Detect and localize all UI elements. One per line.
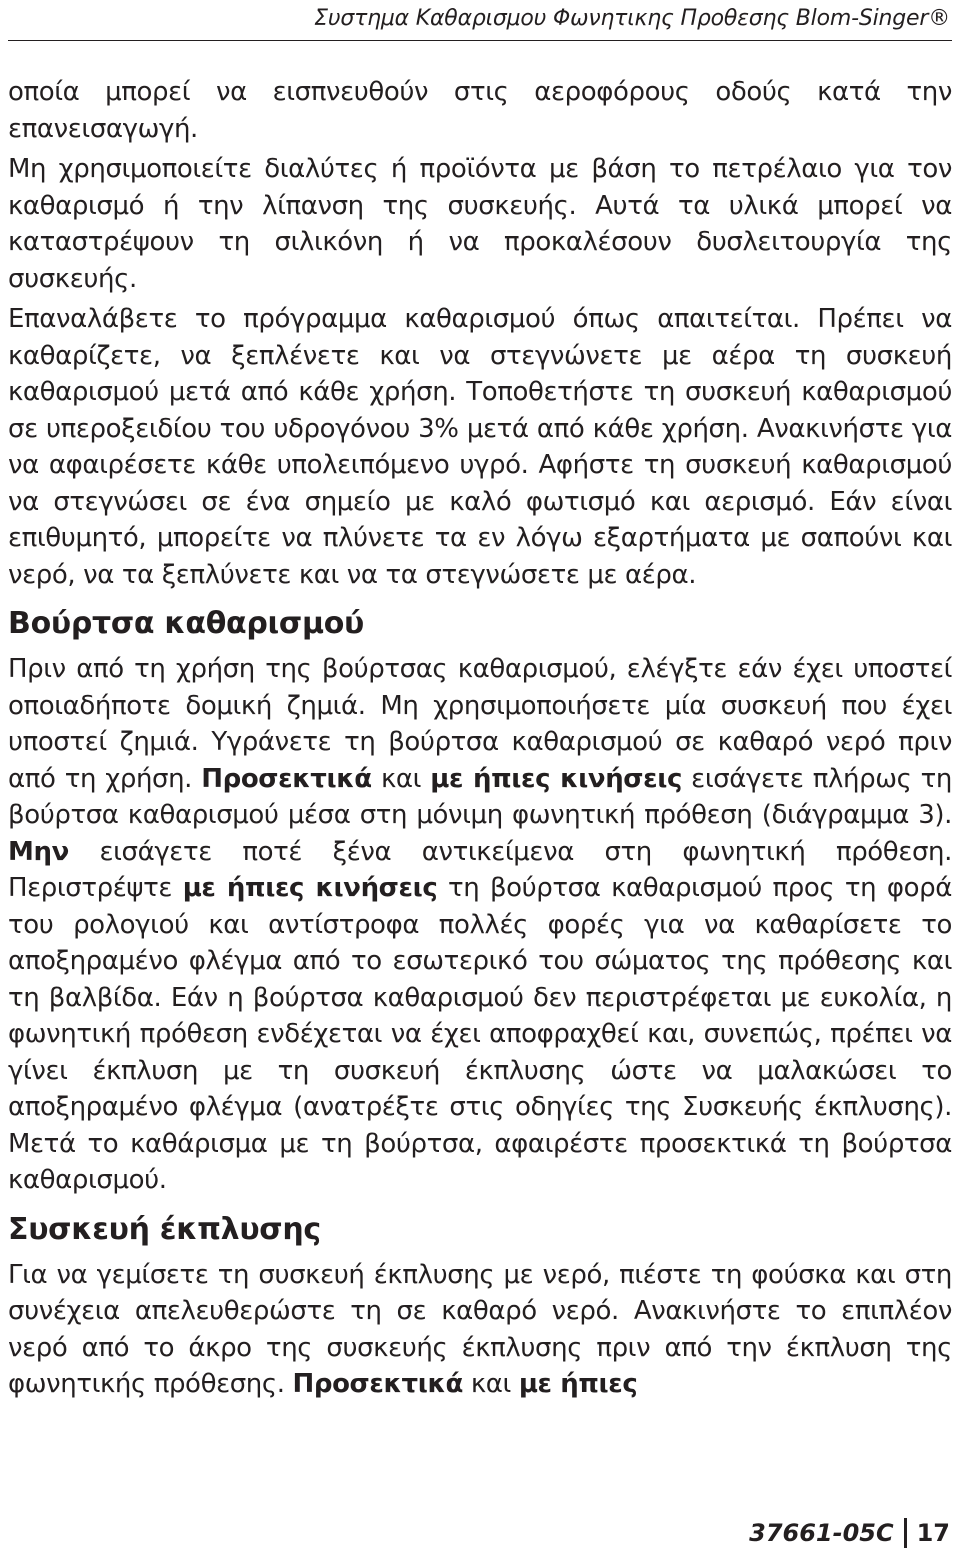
page-number: 17 bbox=[916, 1519, 950, 1547]
paragraph-continuation: οποία μπορεί να εισπνευθούν στις αεροφόρους οδούς κατά την επανεισαγωγή. bbox=[8, 77, 952, 144]
flush-bold-gently: με ήπιες bbox=[518, 1369, 638, 1399]
flush-text-2: και bbox=[470, 1369, 511, 1399]
brush-text-2: και bbox=[380, 763, 422, 794]
paragraph-solvent-warning: Μη χρησιμοποιείτε διαλύτες ή προϊόντα με βάση το πετρέλαιο για τον καθαρισμό ή την λίπανση της συσκευής. Αυτά τα υλικά μπορεί να καταστρέψουν τη σιλικόνη ή να προκαλέσουν δυσλειτουργία της συσκευής. bbox=[8, 154, 952, 294]
section-heading-brush: Βούρτσα καθαρισμού bbox=[8, 606, 364, 641]
page-footer bbox=[749, 1518, 950, 1548]
paragraph-cleaning-program: Επαναλάβετε το πρόγραμμα καθαρισμού όπως απαιτείται. Πρέπει να καθαρίζετε, να ξεπλένετε και να στεγνώνετε με αέρα τη συσκευή καθαρισμού μετά από κάθε χρήση. Τοποθετήστε τη συσκευή καθαρισμού σε υπεροξειδίου του υδρογόνου 3% μετά από κάθε χρήση. Ανακινήστε για να αφαιρέσετε κάθε υπολειπόμενο υγρό. Αφήστε τη συσκευή καθαρισμού να στεγνώσει σε ένα σημείο με καλό φωτισμό και αερισμό. Εάν είναι επιθυμητό, μπορείτε να πλύνετε τα εν λόγω εξαρτήματα με σαπούνι και νερό, να τα ξεπλύνετε και να τα στεγνώσετε με αέρα. bbox=[8, 304, 952, 590]
brush-text-1: Πριν από τη χρήση της βούρτσας καθαρισμού, ελέγξτε εάν έχει υποστεί οποιαδήποτε δομική ζημιά. Μη χρησιμοποιήσετε μία συσκευή που έχει υποστεί ζημιά. Υγράνετε τη βούρτσα καθαρισμού σε καθαρό νερό πριν από τη χρήση. bbox=[8, 654, 952, 794]
paragraph-brush-instructions bbox=[8, 651, 952, 1199]
brush-bold-carefully: Προσεκτικά bbox=[201, 763, 372, 794]
brush-bold-gently: με ήπιες κινήσεις bbox=[430, 763, 682, 794]
flush-text-1: Για να γεμίσετε τη συσκευή έκπλυσης με νερό, πιέστε τη φούσκα και στη συνέχεια απελευθερώστε τη σε καθαρό νερό. Ανακινήστε το επιπλέον νερό από το άκρο της συσκευής έκπλυσης πριν από την έκπλυση της φωνητικής πρόθεσης. bbox=[8, 1259, 952, 1399]
brush-text-4: εισάγετε ποτέ ξένα αντικείμενα στη φωνητική πρόθεση. Περιστρέψτε bbox=[8, 836, 952, 903]
brush-text-3: εισάγετε πλήρως τη βούρτσα καθαρισμού μέσα στη μόνιμη φωνητική πρόθεση (διάγραμμα 3). bbox=[8, 763, 952, 830]
document-code: 37661-05C bbox=[749, 1519, 894, 1547]
brush-bold-never: Μην bbox=[8, 836, 69, 867]
running-header: Συστημα Καθαρισμου Φωνητικης Προθεσης Blom-Singer® bbox=[314, 6, 950, 31]
page-body bbox=[8, 74, 952, 1403]
brush-bold-gently-2: με ήπιες κινήσεις bbox=[182, 873, 438, 903]
brush-text-5: τη βούρτσα καθαρισμού προς τη φορά του ρολογιού και αντίστροφα πολλές φορές για να καθαρίσετε το αποξηραμένο φλέγμα από το εσωτερικό του σώματος της πρόθεσης και τη βαλβίδα. Εάν η βούρτσα καθαρισμού δεν περιστρέφεται με ευκολία, η φωνητική πρόθεση ενδέχεται να έχει αποφραχθεί και, συνεπώς, πρέπει να γίνει έκπλυση με τη συσκευή έκπλυσης ώστε να μαλακώσει το αποξηραμένο φλέγμα (ανατρέξτε στις οδηγίες της Συσκευής έκπλυσης). Μετά το καθάρισμα με τη βούρτσα, αφαιρέστε προσεκτικά τη βούρτσα καθαρισμού. bbox=[8, 873, 952, 1195]
footer-separator bbox=[904, 1518, 907, 1548]
section-heading-flush: Συσκευή έκπλυσης bbox=[8, 1211, 321, 1247]
paragraph-flush-instructions bbox=[8, 1257, 952, 1403]
header-divider bbox=[8, 40, 952, 41]
flush-bold-carefully: Προσεκτικά bbox=[292, 1369, 463, 1399]
